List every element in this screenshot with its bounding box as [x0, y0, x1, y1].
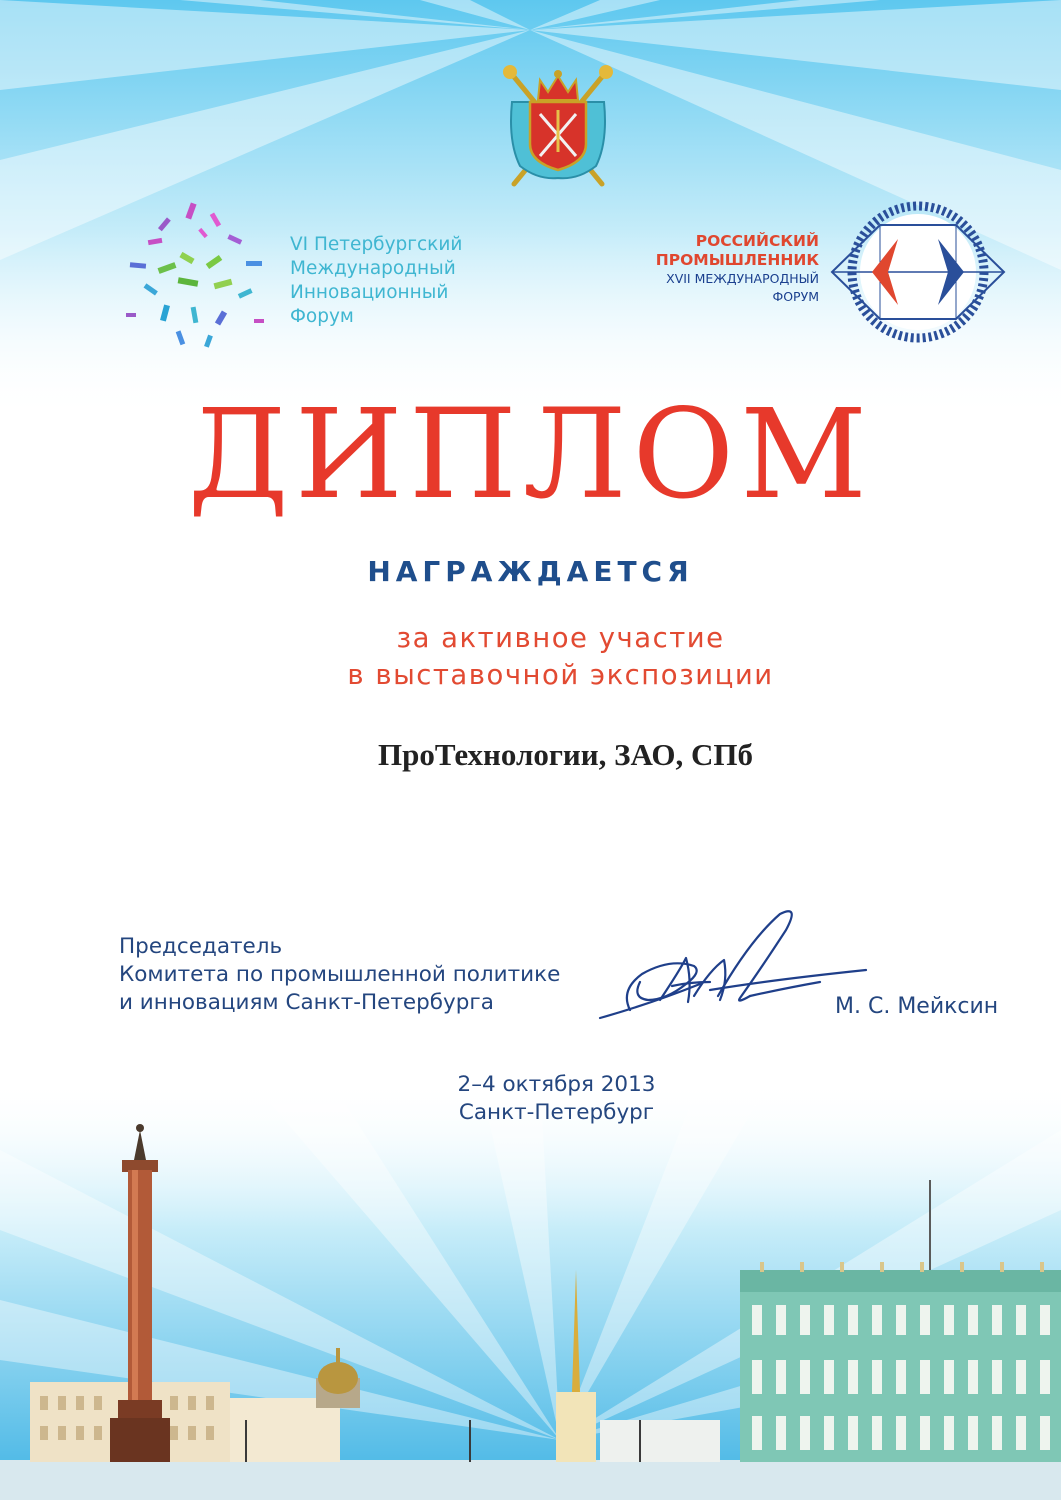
signer-name: М. С. Мейксин — [835, 994, 999, 1019]
event-place: Санкт-Петербург — [458, 1100, 655, 1125]
forum-left-line: Инновационный — [290, 282, 449, 303]
recipient-name: ПроТехнологии, ЗАО, СПб — [378, 737, 753, 772]
city-skyline-illustration — [0, 1120, 1061, 1500]
award-reason — [0, 620, 1061, 694]
signature-icon — [590, 900, 870, 1040]
russian-industrialist-logo-icon — [828, 197, 1008, 347]
signer-position-line: и инновациям Санкт-Петербурга — [119, 990, 494, 1015]
forum-right-name-line: ПРОМЫШЛЕННИК — [655, 251, 819, 269]
innovation-forum-logo-icon — [118, 195, 280, 357]
industrialist-forum-name — [656, 232, 819, 306]
award-reason-line: в выставочной экспозиции — [347, 659, 774, 691]
forum-right-sub-line: ФОРУМ — [772, 289, 819, 304]
event-date: 2–4 октября 2013 — [457, 1072, 656, 1097]
forum-left-line: VI Петербургский — [290, 234, 463, 255]
forum-right-sub-line: XVII МЕЖДУНАРОДНЫЙ — [666, 271, 819, 286]
forum-left-line: Форум — [290, 306, 354, 327]
forum-left-line: Международный — [290, 258, 456, 279]
innovation-forum-name — [290, 233, 530, 329]
signer-position — [119, 933, 560, 1017]
coat-of-arms-icon — [498, 62, 618, 190]
signer-position-line: Комитета по промышленной политике — [119, 962, 561, 987]
awarded-heading: НАГРАЖДАЕТСЯ — [367, 555, 694, 588]
award-reason-line: за активное участие — [396, 622, 725, 654]
forum-right-name-line: РОССИЙСКИЙ — [695, 232, 819, 250]
diploma-title: ДИПЛОМ — [187, 383, 874, 527]
signer-position-line: Председатель — [119, 934, 283, 959]
event-date-place — [0, 1071, 1061, 1127]
